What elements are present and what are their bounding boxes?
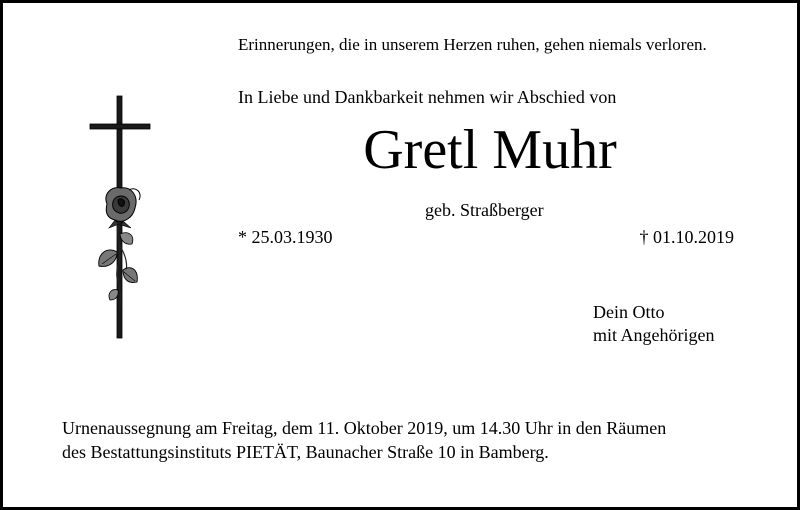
memorial-quote: Erinnerungen, die in unserem Herzen ruhen, gehen niemals verloren. [238,35,707,54]
ceremony-note-line: Urnenaussegnung am Freitag, dem 11. Oktober 2019, um 14.30 Uhr in den Räumen [62,418,667,438]
signature-line: mit Angehörigen [593,325,715,345]
maiden-name: geb. Straßberger [425,200,544,220]
ceremony-note-line: des Bestattungsinstituts PIETÄT, Baunacher Straße 10 in Bamberg. [62,442,549,462]
death-date: † 01.10.2019 [639,227,734,247]
signature-line: Dein Otto [593,302,665,322]
deceased-name: Gretl Muhr [363,119,617,181]
birth-date: * 25.03.1930 [238,227,333,247]
farewell-intro: In Liebe und Dankbarkeit nehmen wir Abschied von [238,87,617,107]
